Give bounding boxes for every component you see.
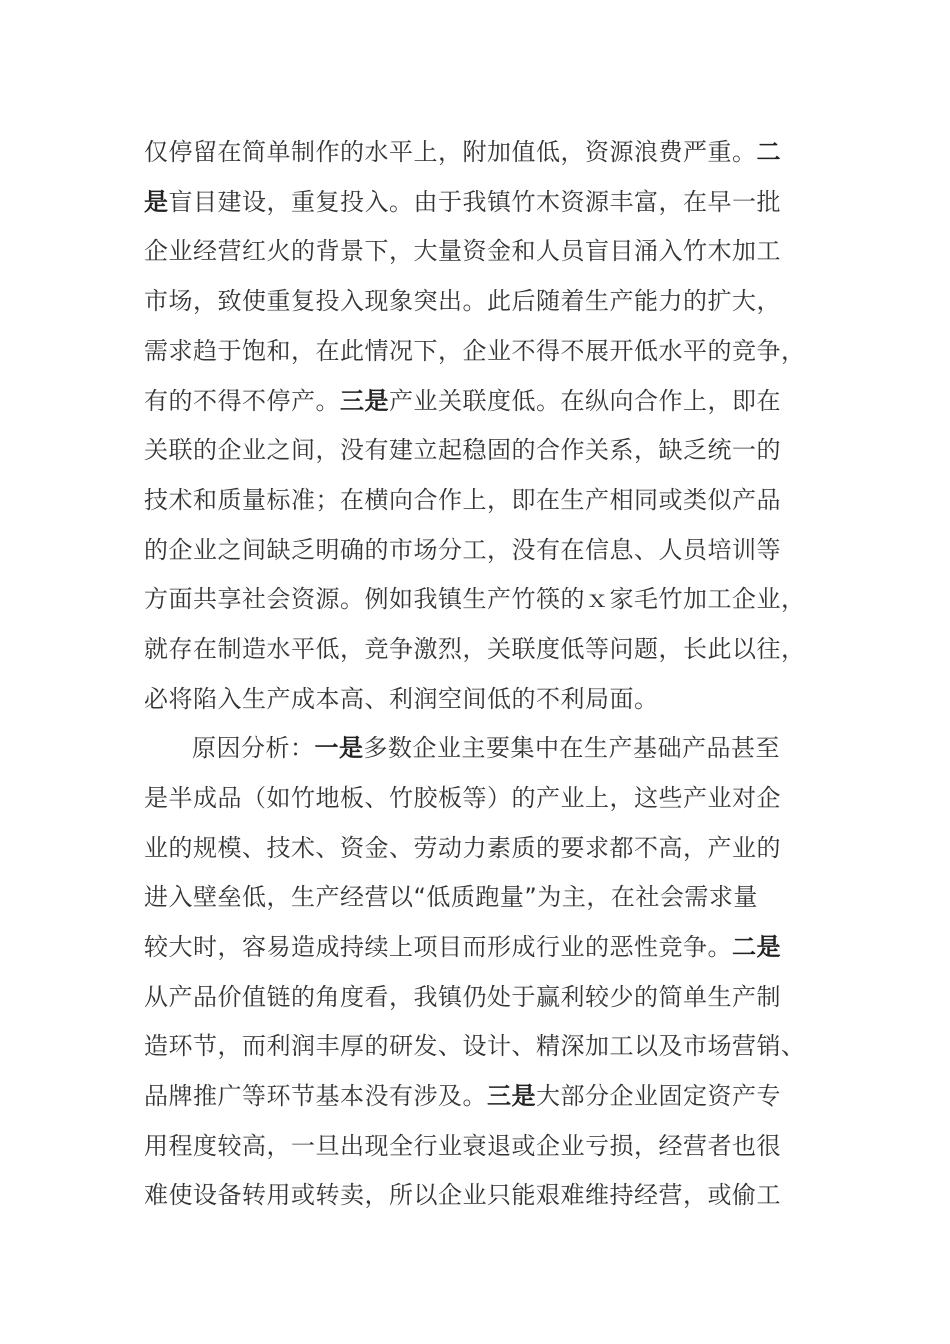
- bold-marker: 三是: [487, 1082, 536, 1110]
- text-line: 仅停留在简单制作的水平上，附加值低，资源浪费严重。二: [144, 138, 781, 166]
- text-line: 就存在制造水平低，竞争激烈，关联度低等问题，长此以往，: [144, 635, 806, 663]
- text-line: 是盲目建设，重复投入。由于我镇竹木资源丰富，在早一批: [144, 188, 781, 216]
- text-line: 较大时，容易造成持续上项目而形成行业的恶性竞争。二是: [144, 933, 781, 961]
- text-line: 业的规模、技术、资金、劳动力素质的要求都不高，产业的: [144, 834, 781, 862]
- text-line: 市场，致使重复投入现象突出。此后随着生产能力的扩大，: [144, 287, 781, 315]
- text-line: 必将陷入生产成本高、利润空间低的不利局面。: [144, 685, 659, 713]
- text-line: 关联的企业之间，没有建立起稳固的合作关系，缺乏统一的: [144, 436, 781, 464]
- text-line: 从产品价值链的角度看，我镇仍处于赢利较少的简单生产制: [144, 983, 781, 1011]
- text-line: 的企业之间缺乏明确的市场分工，没有在信息、人员培训等: [144, 536, 781, 564]
- bold-marker: 一是: [314, 734, 364, 762]
- text-line: 是半成品（如竹地板、竹胶板等）的产业上，这些产业对企: [144, 784, 781, 812]
- bold-marker: 二: [756, 138, 781, 166]
- text-line: 品牌推广等环节基本没有涉及。三是大部分企业固定资产专: [144, 1082, 781, 1110]
- bold-marker: 是: [144, 188, 169, 216]
- text-line: 技术和质量标准；在横向合作上，即在生产相同或类似产品: [144, 486, 781, 514]
- text-line: 有的不得不停产。三是产业关联度低。在纵向合作上，即在: [144, 387, 781, 415]
- text-line: 原因分析：一是多数企业主要集中在生产基础产品甚至: [192, 734, 780, 762]
- text-line: 用程度较高，一旦出现全行业衰退或企业亏损，经营者也很: [144, 1132, 781, 1160]
- text-line: 需求趋于饱和，在此情况下，企业不得不展开低水平的竞争，: [144, 337, 806, 365]
- text-line: 进入壁垒低，生产经营以“低质跑量”为主，在社会需求量: [144, 883, 758, 911]
- bold-marker: 二是: [732, 933, 781, 961]
- text-line: 难使设备转用或转卖，所以企业只能艰难维持经营，或偷工: [144, 1181, 781, 1209]
- text-line: 造环节，而利润丰厚的研发、设计、精深加工以及市场营销、: [144, 1032, 806, 1060]
- bold-marker: 三是: [340, 387, 389, 415]
- text-line: 方面共享社会资源。例如我镇生产竹筷的ｘ家毛竹加工企业，: [144, 585, 806, 613]
- text-line: 企业经营红火的背景下，大量资金和人员盲目涌入竹木加工: [144, 237, 781, 265]
